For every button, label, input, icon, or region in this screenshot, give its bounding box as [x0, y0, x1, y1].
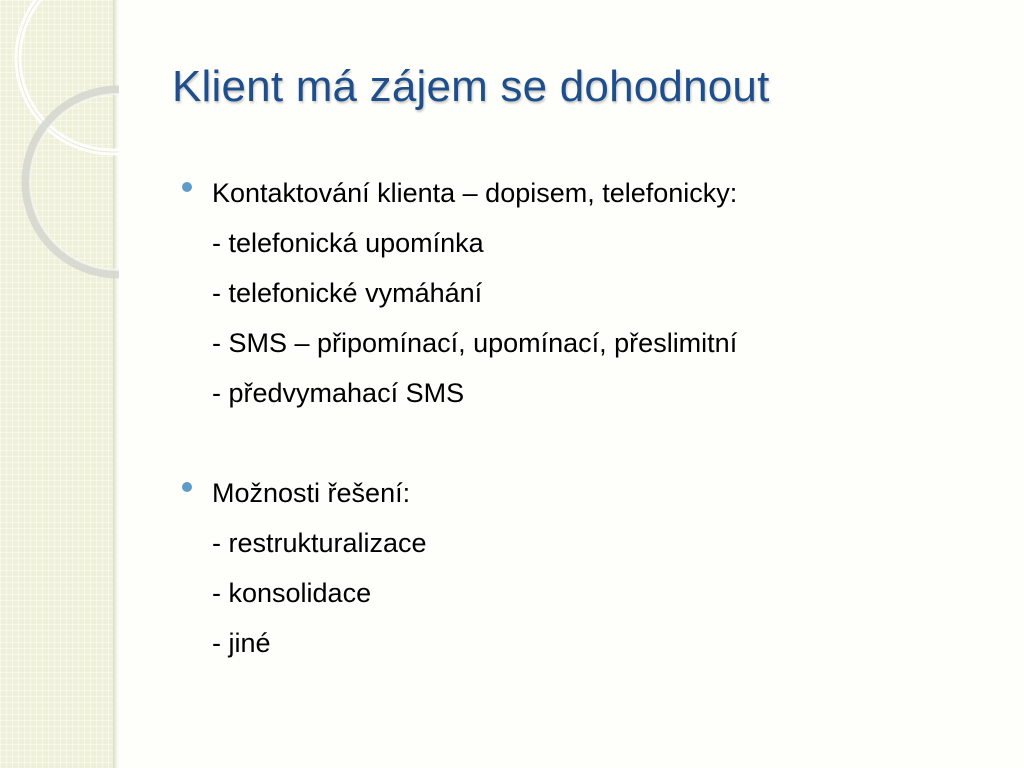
sub-item: - konsolidace — [212, 578, 372, 608]
decorative-circles — [0, 0, 119, 300]
bullet-item-solutions — [182, 468, 982, 668]
sub-item: - restrukturalizace — [212, 528, 427, 558]
sub-item: - SMS – připomínací, upomínací, přeslimitní — [212, 328, 738, 358]
bullet-heading: Možnosti řešení: — [212, 478, 411, 508]
bullet-dot-icon — [182, 482, 192, 492]
sub-item: - telefonická upomínka — [212, 228, 484, 258]
sub-item: - telefonické vymáhání — [212, 278, 483, 308]
bullet-heading: Kontaktování klienta – dopisem, telefonicky: — [212, 178, 738, 208]
bullet-item-contact — [182, 168, 982, 418]
bullet-dot-icon — [182, 182, 192, 192]
slide-title: Klient má zájem se dohodnout — [172, 62, 770, 111]
slide-body — [182, 168, 982, 668]
sub-item: - předvymahací SMS — [212, 378, 465, 408]
sub-item: - jiné — [212, 628, 271, 658]
